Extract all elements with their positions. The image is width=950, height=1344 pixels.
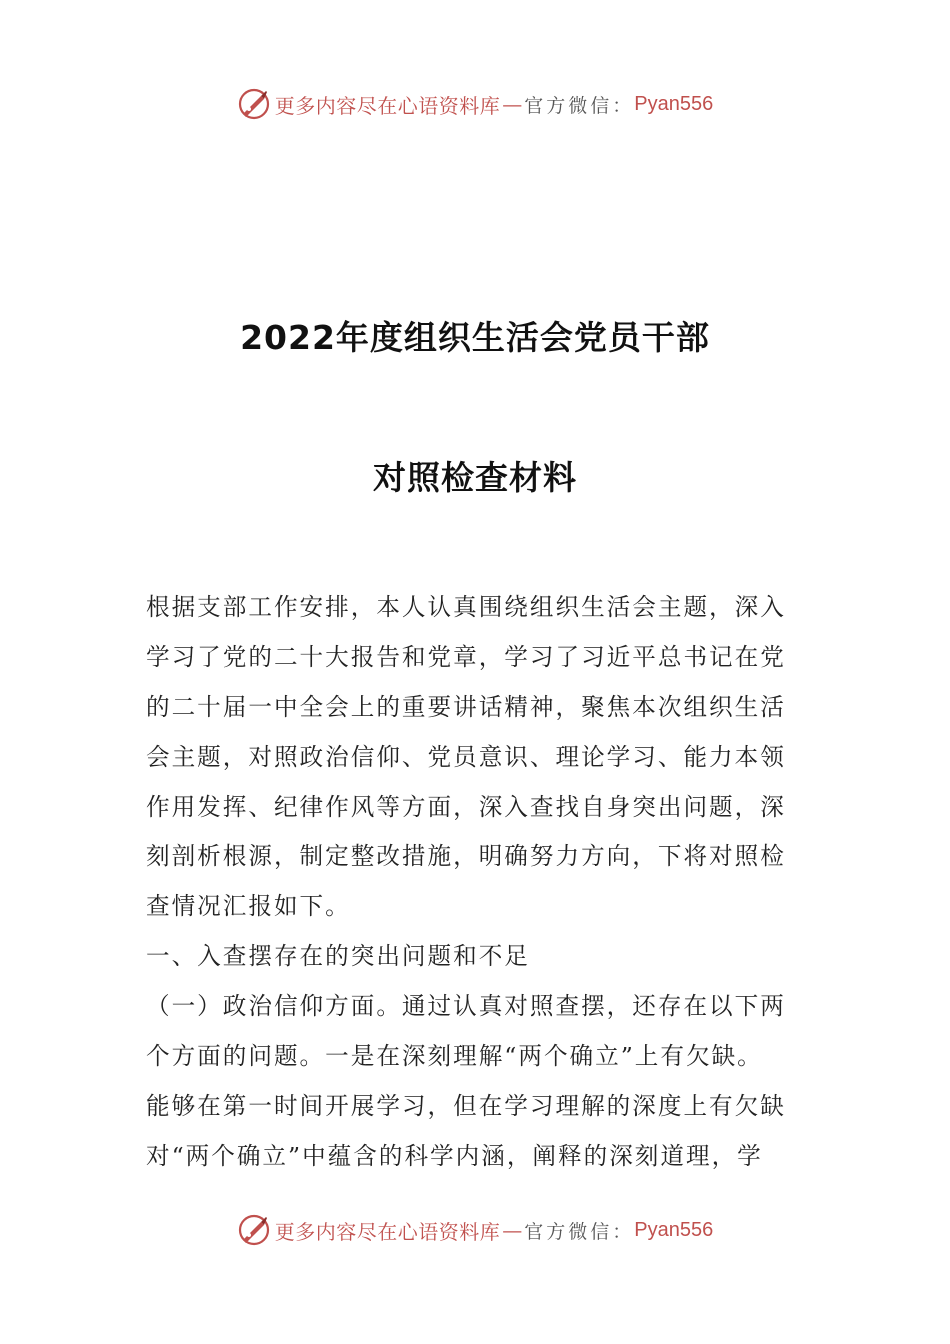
body-line: 对“两个确立”中蕴含的科学内涵，阐释的深刻道理，学 (146, 1141, 763, 1170)
section-heading: 一、入查摆存在的突出问题和不足 (146, 942, 530, 971)
body-line: 作用发挥、纪律作风等方面，深入查找自身突出问题，深 (146, 792, 786, 821)
footer-watermark (0, 1208, 950, 1252)
body-line: 刻剖析根源，制定整改措施，明确努力方向，下将对照检 (146, 842, 786, 871)
banner-wechat-id: Pyan556 (634, 92, 714, 115)
banner-main-text: 更多内容尽在心语资料库 (274, 1219, 501, 1244)
document-title-line2: 对照检查材料 (373, 458, 577, 497)
banner-official-label: 官方微信： (524, 1220, 635, 1243)
pen-nib-logo-icon (237, 1213, 271, 1247)
body-line: 个方面的问题。一是在深刻理解“两个确立”上有欠缺。 (146, 1042, 763, 1071)
pen-nib-logo-icon (237, 87, 271, 121)
banner-dash: — (502, 1218, 523, 1242)
body-line: （一）政治信仰方面。通过认真对照查摆，还存在以下两 (146, 992, 786, 1021)
header-watermark (0, 82, 950, 126)
body-line: 的二十届一中全会上的重要讲话精神，聚焦本次组织生活 (146, 692, 786, 721)
banner-dash: — (502, 92, 523, 116)
document-body (146, 583, 806, 1182)
banner-official-label: 官方微信： (524, 94, 635, 117)
banner-main-text: 更多内容尽在心语资料库 (274, 93, 501, 118)
document-title-line1: 2022年度组织生活会党员干部 (240, 318, 710, 357)
body-line: 会主题，对照政治信仰、党员意识、理论学习、能力本领 (146, 742, 786, 771)
body-line: 学习了党的二十大报告和党章，学习了习近平总书记在党 (146, 642, 786, 671)
body-line: 根据支部工作安排，本人认真围绕组织生活会主题，深入 (146, 593, 786, 621)
body-line: 查情况汇报如下。 (146, 892, 351, 921)
banner-wechat-id: Pyan556 (634, 1218, 714, 1241)
body-line: 能够在第一时间开展学习，但在学习理解的深度上有欠缺 (146, 1091, 786, 1120)
